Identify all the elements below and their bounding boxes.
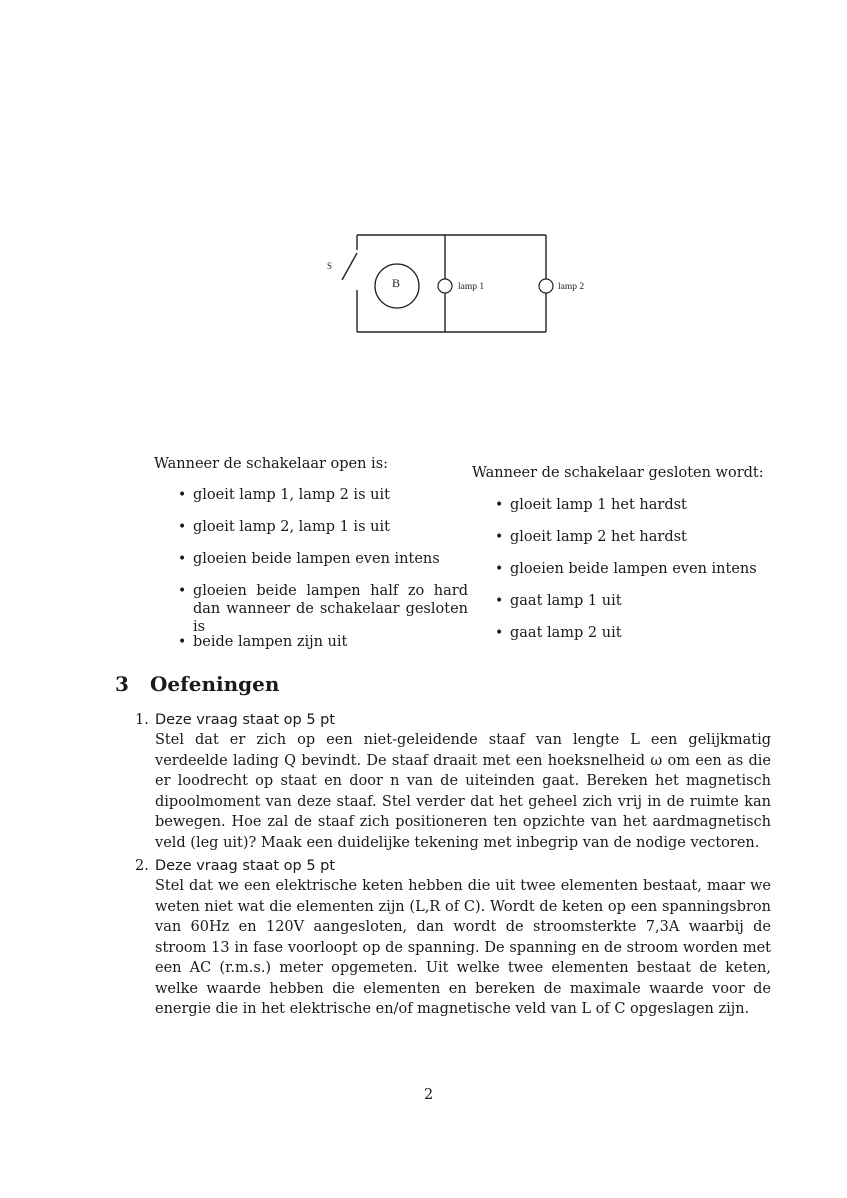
circuit-diagram: [320, 225, 600, 345]
list-item: • gaat lamp 2 uit: [495, 625, 622, 641]
list-item: • gloeien beide lampen even intens: [178, 551, 440, 567]
bullet-icon: •: [495, 593, 504, 609]
bullet-icon: •: [178, 487, 187, 503]
list-item: • beide lampen zijn uit: [178, 634, 348, 650]
bullet-icon: •: [495, 497, 504, 513]
list-item: • gloeit lamp 2 het hardst: [495, 529, 687, 545]
left-column-title: Wanneer de schakelaar open is:: [154, 456, 389, 472]
bullet-icon: •: [178, 583, 187, 599]
exercise-number: 1.: [135, 712, 149, 728]
exercise-text: Stel dat er zich op een niet-geleidende staaf van lengte L een gelijkmatig verdeelde lading Q bevindt. De staaf draait met een hoeksnelheid ω om een as die er loodrecht op staat en door n van de uiteinden gaat. Bereken het magnetisch dipoolmoment van deze staaf. Stel verder dat het geheel zich vrij in de ruimte kan bewegen. Hoe zal de staaf zich positioneren ten opzichte van het aardmagnetisch veld (leg uit)? Maak een duidelijke tekening met inbegrip van de nodige vectoren.: [155, 732, 771, 851]
list-item: • gloeien beide lampen even intens: [495, 561, 757, 577]
exercise-points: Deze vraag staat op 5 pt: [155, 858, 336, 874]
battery-label: B: [392, 276, 401, 290]
lamp1-symbol: [438, 279, 452, 293]
lamp2-symbol: [539, 279, 553, 293]
exercise-text: Stel dat we een elektrische keten hebben die uit twee elementen bestaat, maar we weten niet wat die elementen zijn (L,R of C). Wordt de keten op een spanningsbron van 60Hz en 120V aangesloten, dan wordt de stroomsterkte 7,3A waarbij de stroom 13 in fase voorloopt op de spanning. De spanning en de stroom worden met een AC (r.m.s.) meter opgemeten. Uit welke twee elementen bestaat de keten, welke waarde hebben die elementen en bereken de maximale waarde voor de energie die in het elektrische en/of magnetische veld van L of C opgeslagen zijn.: [155, 878, 771, 1017]
lamp1-label: lamp 1: [458, 282, 485, 292]
bullet-icon: •: [178, 551, 187, 567]
list-item: • gloeien beide lampen half zo hard dan wanneer de schakelaar gesloten is: [178, 583, 468, 635]
right-column-title: Wanneer de schakelaar gesloten wordt:: [472, 465, 764, 481]
bullet-icon: •: [495, 625, 504, 641]
bullet-icon: •: [495, 529, 504, 545]
bullet-icon: •: [495, 561, 504, 577]
exercise-points: Deze vraag staat op 5 pt: [155, 712, 336, 728]
switch-label: S: [327, 261, 333, 271]
section-number: 3: [115, 672, 129, 696]
switch-arm: [342, 253, 357, 280]
list-item: • gaat lamp 1 uit: [495, 593, 622, 609]
section-title: Oefeningen: [150, 672, 280, 696]
page-number: 2: [424, 1087, 434, 1103]
exercise-number: 2.: [135, 858, 149, 874]
list-item: • gloeit lamp 1, lamp 2 is uit: [178, 487, 390, 503]
bullet-icon: •: [178, 634, 187, 650]
list-item: • gloeit lamp 1 het hardst: [495, 497, 687, 513]
list-item: • gloeit lamp 2, lamp 1 is uit: [178, 519, 390, 535]
bullet-icon: •: [178, 519, 187, 535]
lamp2-label: lamp 2: [558, 282, 585, 292]
